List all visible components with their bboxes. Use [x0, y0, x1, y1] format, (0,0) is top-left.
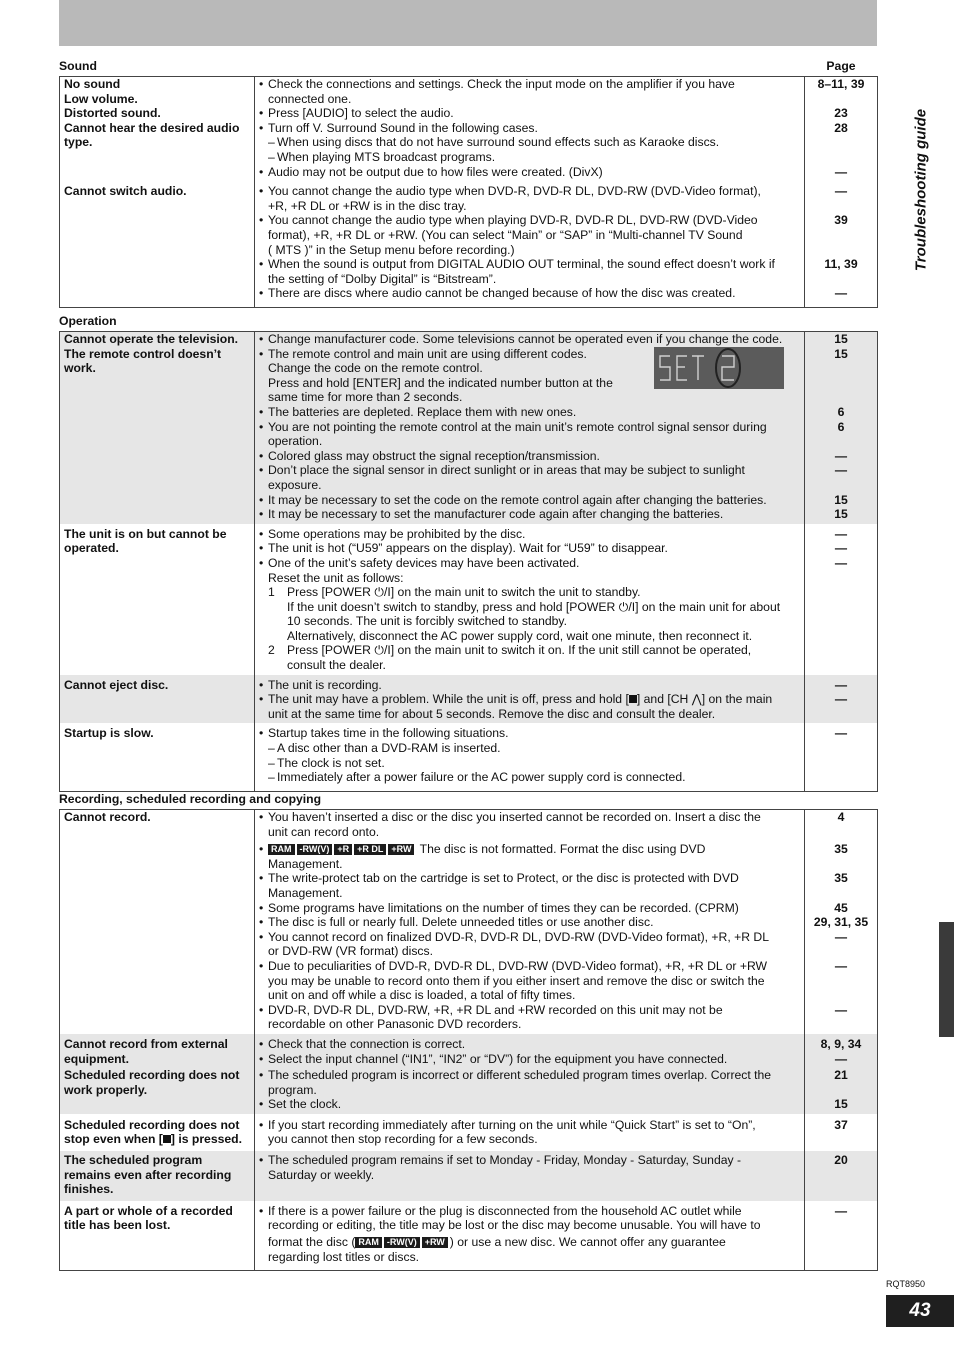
- page-ref: —: [834, 541, 848, 556]
- solution-line: program.: [268, 1082, 317, 1097]
- solution-line: consult the dealer.: [287, 658, 386, 673]
- table-row: [60, 1114, 878, 1151]
- page-ref: —: [834, 526, 848, 541]
- problem-cell: The scheduled program remains even after recording finishes.: [60, 1151, 255, 1201]
- solution-line: • The scheduled program remains if set to Monday - Friday, Monday - Saturday, Sunday -: [259, 1153, 800, 1168]
- solution-line: • The batteries are depleted. Replace them with new ones.: [259, 405, 800, 420]
- solution-line: • The remote control and main unit are using different codes.: [259, 347, 800, 362]
- solution-line: • Some programs have limitations on the number of times they can be recorded. (CPRM): [259, 901, 800, 916]
- format-badge-plusrw: +RW: [388, 844, 414, 855]
- solution-line: • Due to peculiarities of DVD-R, DVD-R DL, DVD-RW (DVD-Video format), +R, +R DL or +RW: [259, 959, 800, 974]
- page-ref: 15: [834, 492, 848, 507]
- page-ref-cell: [805, 524, 878, 675]
- page-ref-cell: [805, 675, 878, 724]
- problem-cell: Scheduled recording does not stop even when [ ] is pressed.: [60, 1114, 255, 1151]
- page-ref: 37: [834, 1117, 848, 1132]
- problem-cell: [60, 332, 255, 524]
- solution-line: same time for more than 2 seconds.: [268, 390, 463, 405]
- problem-cell: Cannot eject disc.: [60, 675, 255, 724]
- solution-cell: [255, 675, 805, 724]
- solution-line: • The unit may have a problem. While the unit is off, press and hold [ ] and [CH ⋀] on the main: [259, 692, 800, 707]
- solution-line: • You haven’t inserted a disc or the disc you inserted cannot be recorded on. Insert a disc the: [259, 810, 800, 825]
- table-row: [60, 675, 878, 724]
- solution-line: format the disc ( RAM -RW(V) +RW ) or use a new disc. We cannot offer any guarantee: [268, 1235, 726, 1250]
- solution-line: • You cannot change the audio type when DVD-R, DVD-R DL, DVD-RW (DVD-Video format),: [259, 184, 800, 199]
- solution-line: unit can record onto.: [268, 824, 380, 839]
- solution-line: recordable on other Panasonic DVD recorders.: [268, 1017, 522, 1032]
- solution-line: • The disc is full or nearly full. Delete unneeded titles or use another disc.: [259, 915, 800, 930]
- format-badge-rwv: -RW(V): [297, 844, 333, 855]
- table-row: [60, 1201, 878, 1271]
- side-section-label: Troubleshooting guide: [912, 108, 930, 272]
- solution-line: • Set the clock.: [259, 1097, 800, 1112]
- solution-line: • When the sound is output from DIGITAL AUDIO OUT terminal, the sound effect doesn’t work if: [259, 257, 800, 272]
- page-ref-cell: [805, 1114, 878, 1151]
- solution-line: Change the code on the remote control.: [268, 361, 483, 376]
- operation-table: [59, 331, 878, 792]
- page-ref: —: [834, 726, 848, 741]
- solution-cell: [255, 181, 805, 307]
- solution-line: Reset the unit as follows:: [268, 570, 404, 585]
- page-ref-cell: [805, 332, 878, 524]
- problem-cell: [60, 77, 255, 182]
- solution-line: • You cannot record on finalized DVD-R, DVD-R DL, DVD-RW (DVD-Video format), +R, +R DL: [259, 930, 800, 945]
- page-ref-cell: [805, 1201, 878, 1271]
- table-row: [60, 181, 878, 307]
- stop-icon: [163, 1135, 171, 1143]
- page-ref: —: [834, 958, 848, 973]
- page-ref: —: [834, 1203, 848, 1218]
- page-ref: 11, 39: [824, 257, 858, 272]
- solution-line: • You are not pointing the remote control at the main unit’s remote control signal sensor during: [259, 420, 800, 435]
- section-title-recording: Recording, scheduled recording and copying: [59, 792, 322, 806]
- solution-cell: [255, 810, 805, 1034]
- solution-line: Management.: [268, 856, 343, 871]
- page-ref-cell: [805, 810, 878, 1034]
- format-badge-plusrdl: +R DL: [354, 844, 386, 855]
- solution-line: • The scheduled program is incorrect or different scheduled program times overlap. Correct the: [259, 1068, 800, 1083]
- solution-line: – Immediately after a power failure or the AC power supply cord is connected.: [259, 770, 800, 785]
- solution-line: • If there is a power failure or the plug is disconnected from the household AC outlet while: [259, 1204, 800, 1219]
- solution-line: +R, +R DL or +RW is in the disc tray.: [268, 198, 467, 213]
- page-ref: 6: [837, 404, 845, 419]
- solution-line: • You cannot change the audio type when playing DVD-R, DVD-R DL, DVD-RW (DVD-Video: [259, 213, 800, 228]
- solution-cell: [255, 1034, 805, 1068]
- problem-cell: Cannot record.: [60, 810, 255, 1034]
- page-ref: 29, 31, 35: [813, 915, 869, 930]
- page-ref: 8, 9, 34: [820, 1036, 862, 1051]
- solution-line: • The unit is hot (“U59” appears on the display). Wait for “U59” to disappear.: [259, 541, 800, 556]
- solution-line: – A disc other than a DVD-RAM is inserted.: [259, 741, 800, 756]
- sound-table: [59, 76, 878, 308]
- solution-step: 2 Press [POWER ⏻/I] on the main unit to switch it on. If the unit still cannot be operated,: [268, 643, 752, 658]
- page-ref: —: [834, 286, 848, 301]
- solution-line: exposure.: [268, 477, 322, 492]
- solution-line: Press and hold [ENTER] and the indicated number button at the: [268, 375, 613, 390]
- solution-line: 10 seconds. The unit is forcibly switched to standby.: [287, 614, 568, 629]
- problem-label: Cannot operate the television.: [64, 332, 239, 346]
- page-ref: 35: [834, 871, 848, 886]
- table-row: [60, 332, 878, 524]
- problem-cell: Startup is slow.: [60, 723, 255, 791]
- table-row: [60, 723, 878, 791]
- solution-line: format), +R, +R DL or +RW. (You can select “Main” or “SAP” in “Multi-channel TV Sound: [268, 227, 743, 242]
- solution-line: or DVD-RW (VR format) discs.: [268, 944, 433, 959]
- solution-cell: [255, 1151, 805, 1201]
- solution-line: Saturday or weekly.: [268, 1167, 375, 1182]
- problem-cell: The unit is on but cannot be operated.: [60, 524, 255, 675]
- solution-cell: [255, 77, 805, 182]
- solution-line: connected one.: [268, 91, 352, 106]
- solution-line: – The clock is not set.: [259, 756, 800, 771]
- problem-cell: Scheduled recording does not work properly.: [60, 1068, 255, 1114]
- problem-label: Distorted sound.: [64, 106, 161, 121]
- solution-line: recording or editing, the title may be lost or the disc may become unusable. You will have to: [268, 1218, 761, 1233]
- solution-line: regarding lost titles or discs.: [268, 1249, 420, 1264]
- solution-line: you may be unable to record onto them if you either insert and remove the disc or switch the: [268, 973, 765, 988]
- page-ref: —: [834, 555, 848, 570]
- table-row: [60, 1034, 878, 1068]
- page-column-header: Page: [826, 59, 856, 73]
- page-ref: —: [834, 184, 848, 199]
- problem-label: Low volume.: [64, 91, 138, 106]
- page-ref-cell: [805, 181, 878, 307]
- page-ref: 15: [834, 1097, 848, 1112]
- solution-cell: [255, 1201, 805, 1271]
- solution-line: you cannot then stop recording for a few seconds.: [268, 1132, 538, 1147]
- format-badge-ram: RAM: [268, 844, 295, 855]
- solution-line: ( MTS )” in the Setup menu before recording.): [268, 242, 515, 257]
- solution-line: • Select the input channel (“IN1”, “IN2” or “DV”) for the equipment you have connected.: [259, 1052, 800, 1067]
- table-row: [60, 77, 878, 182]
- page-ref-cell: [805, 1151, 878, 1201]
- solution-cell: [255, 332, 805, 524]
- table-row: [60, 524, 878, 675]
- page-ref: —: [834, 677, 848, 692]
- table-row: [60, 1068, 878, 1114]
- page-ref: 23: [834, 106, 848, 121]
- table-row: [60, 810, 878, 1034]
- solution-line: • If you start recording immediately after turning on the unit while “Quick Start” is set to “On”,: [259, 1118, 800, 1133]
- section-title-sound: Sound: [59, 59, 97, 73]
- page-ref: —: [834, 463, 848, 478]
- solution-cell: [255, 723, 805, 791]
- solution-line: • There are discs where audio cannot be changed because of how the disc was created.: [259, 286, 800, 301]
- solution-line: • Check the connections and settings. Check the input mode on the amplifier if you have: [259, 77, 800, 92]
- page-ref: 35: [834, 842, 848, 857]
- format-badge-ram: RAM: [355, 1237, 382, 1248]
- solution-line: – When using discs that do not have surround sound effects such as Karaoke discs.: [259, 135, 800, 150]
- header-bar: [59, 0, 877, 46]
- solution-line: • Startup takes time in the following situations.: [259, 726, 800, 741]
- solution-line: unit at the same time for about 5 seconds. Remove the disc and consult the dealer.: [268, 706, 716, 721]
- solution-line: • The unit is recording.: [259, 678, 800, 693]
- solution-line: • Check that the connection is correct.: [259, 1037, 800, 1052]
- page-ref: —: [834, 692, 848, 707]
- page-ref: 45: [834, 900, 848, 915]
- solution-line: • It may be necessary to set the code on the remote control again after changing the batteries.: [259, 493, 800, 508]
- problem-label: Cannot hear the desired audio type.: [64, 120, 240, 150]
- solution-line: the setting of “Dolby Digital” is “Bitstream”.: [268, 271, 497, 286]
- solution-step: 1 Press [POWER ⏻/I] on the main unit to switch the unit to standby.: [268, 585, 641, 600]
- solution-line: • It may be necessary to set the manufacturer code again after changing the batteries.: [259, 507, 800, 522]
- solution-line: – When playing MTS broadcast programs.: [259, 150, 800, 165]
- solution-line: • Some operations may be prohibited by the disc.: [259, 527, 800, 542]
- remote-code-block: [259, 347, 800, 405]
- page-ref-cell: [805, 723, 878, 791]
- document-code: RQT8950: [886, 1279, 926, 1289]
- problem-cell: A part or whole of a recorded title has been lost.: [60, 1201, 255, 1271]
- solution-line: Management.: [268, 885, 343, 900]
- page-ref: 8–11, 39: [817, 77, 865, 91]
- solution-line: • Turn off V. Surround Sound in the following cases.: [259, 121, 800, 136]
- edge-tab-marker: [939, 922, 954, 1037]
- format-badge-plusrw: +RW: [422, 1237, 448, 1248]
- page-ref: 28: [834, 120, 848, 135]
- page-ref: 15: [834, 346, 848, 361]
- page-ref: 20: [834, 1153, 848, 1168]
- page-ref: 15: [834, 507, 848, 522]
- solution-line: • Change manufacturer code. Some televisions cannot be operated even if you change the code.: [259, 332, 800, 347]
- section-title-operation: Operation: [59, 314, 117, 328]
- page-ref: —: [834, 164, 848, 179]
- page-ref: —: [834, 929, 848, 944]
- table-row: [60, 1151, 878, 1201]
- solution-cell: [255, 1114, 805, 1151]
- page-ref: 15: [834, 332, 848, 346]
- solution-line: • Don’t place the signal sensor in direct sunlight or in areas that may be subject to sunlight: [259, 463, 800, 478]
- problem-label: No sound: [64, 77, 121, 91]
- solution-line: If the unit doesn’t switch to standby, press and hold [POWER ⏻/I] on the main unit for about: [287, 599, 781, 614]
- recording-table: [59, 809, 878, 1271]
- page-ref: 39: [834, 213, 848, 228]
- solution-cell: [255, 524, 805, 675]
- format-badge-rwv: -RW(V): [384, 1237, 420, 1248]
- solution-line: • One of the unit’s safety devices may have been activated.: [259, 556, 800, 571]
- page-ref: —: [834, 448, 848, 463]
- problem-cell: Cannot switch audio.: [60, 181, 255, 307]
- format-badge-plusr: +R: [334, 844, 352, 855]
- solution-line: • Press [AUDIO] to select the audio.: [259, 106, 800, 121]
- solution-line: Alternatively, disconnect the AC power supply cord, wait one minute, then reconnect it.: [287, 628, 753, 643]
- page-ref: 4: [837, 810, 845, 824]
- problem-cell: Cannot record from external equipment.: [60, 1034, 255, 1068]
- page-ref: 21: [834, 1068, 848, 1083]
- page-ref-cell: [805, 77, 878, 182]
- page-ref: —: [834, 1002, 848, 1017]
- stop-icon: [629, 695, 637, 703]
- page-ref-cell: [805, 1068, 878, 1114]
- page-number: 43: [886, 1295, 954, 1327]
- solution-line: • The write-protect tab on the cartridge is set to Protect, or the disc is protected with DVD: [259, 871, 800, 886]
- solution-cell: [255, 1068, 805, 1114]
- page-ref-cell: [805, 1034, 878, 1068]
- solution-line: • Audio may not be output due to how files were created. (DivX): [259, 165, 800, 180]
- problem-label: The remote control doesn’t work.: [64, 346, 222, 376]
- solution-line: unit on and off while a disc is loaded, a total of fifty times.: [268, 988, 576, 1003]
- solution-line: operation.: [268, 434, 323, 449]
- solution-line: • Colored glass may obstruct the signal reception/transmission.: [259, 449, 800, 464]
- solution-line: • RAM -RW(V) +R +R DL +RW The disc is not formatted. Format the disc using DVD: [259, 842, 800, 857]
- page-ref: —: [834, 1051, 848, 1066]
- page-ref: 6: [837, 419, 845, 434]
- solution-line: • DVD-R, DVD-R DL, DVD-RW, +R, +R DL and +RW recorded on this unit may not be: [259, 1003, 800, 1018]
